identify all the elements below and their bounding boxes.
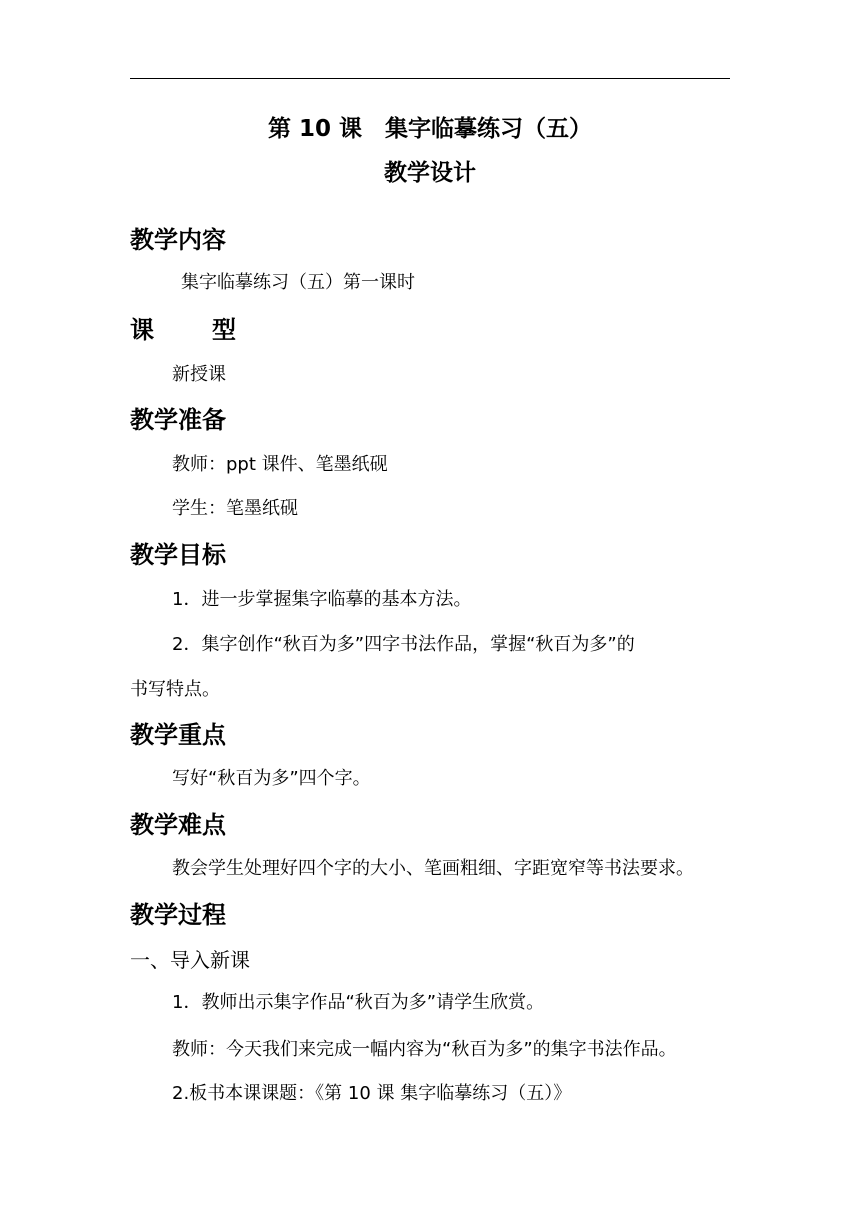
heading-preparation: 教学准备 <box>130 406 226 434</box>
teaching-content-text: 集字临摹练习（五）第一课时 <box>181 272 415 293</box>
heading-lesson-type-char1: 课 <box>130 316 154 344</box>
goal-item-2-line-1: 2．集字创作“秋百为多”四字书法作品，掌握“秋百为多”的 <box>172 634 635 655</box>
lesson-type-text: 新授课 <box>172 364 226 385</box>
heading-lesson-type-char2: 型 <box>212 316 236 344</box>
preparation-teacher: 教师：ppt 课件、笔墨纸砚 <box>172 454 388 475</box>
heading-process: 教学过程 <box>130 901 226 929</box>
heading-difficulty: 教学难点 <box>130 811 226 839</box>
heading-lesson-type <box>130 318 236 342</box>
document-title: 第 10 课 集字临摹练习（五） <box>267 116 593 142</box>
process-step-2: 2.板书本课课题：《第 10 课 集字临摹练习（五）》 <box>172 1083 572 1104</box>
header-rule <box>130 78 730 79</box>
process-step-1-teacher: 教师：今天我们来完成一幅内容为“秋百为多”的集字书法作品。 <box>172 1039 677 1060</box>
document-subtitle: 教学设计 <box>384 160 476 186</box>
heading-key-point: 教学重点 <box>130 721 226 749</box>
preparation-student: 学生：笔墨纸砚 <box>172 498 298 519</box>
process-subheading: 一、导入新课 <box>130 948 250 972</box>
process-step-1: 1．教师出示集字作品“秋百为多”请学生欣赏。 <box>172 992 545 1013</box>
key-point-text: 写好“秋百为多”四个字。 <box>172 768 371 789</box>
goal-item-1: 1．进一步掌握集字临摹的基本方法。 <box>172 589 472 610</box>
heading-teaching-content: 教学内容 <box>130 226 226 254</box>
difficulty-text: 教会学生处理好四个字的大小、笔画粗细、字距宽窄等书法要求。 <box>172 858 694 879</box>
goal-item-2-line-2: 书写特点。 <box>130 679 220 700</box>
heading-goals: 教学目标 <box>130 541 226 569</box>
